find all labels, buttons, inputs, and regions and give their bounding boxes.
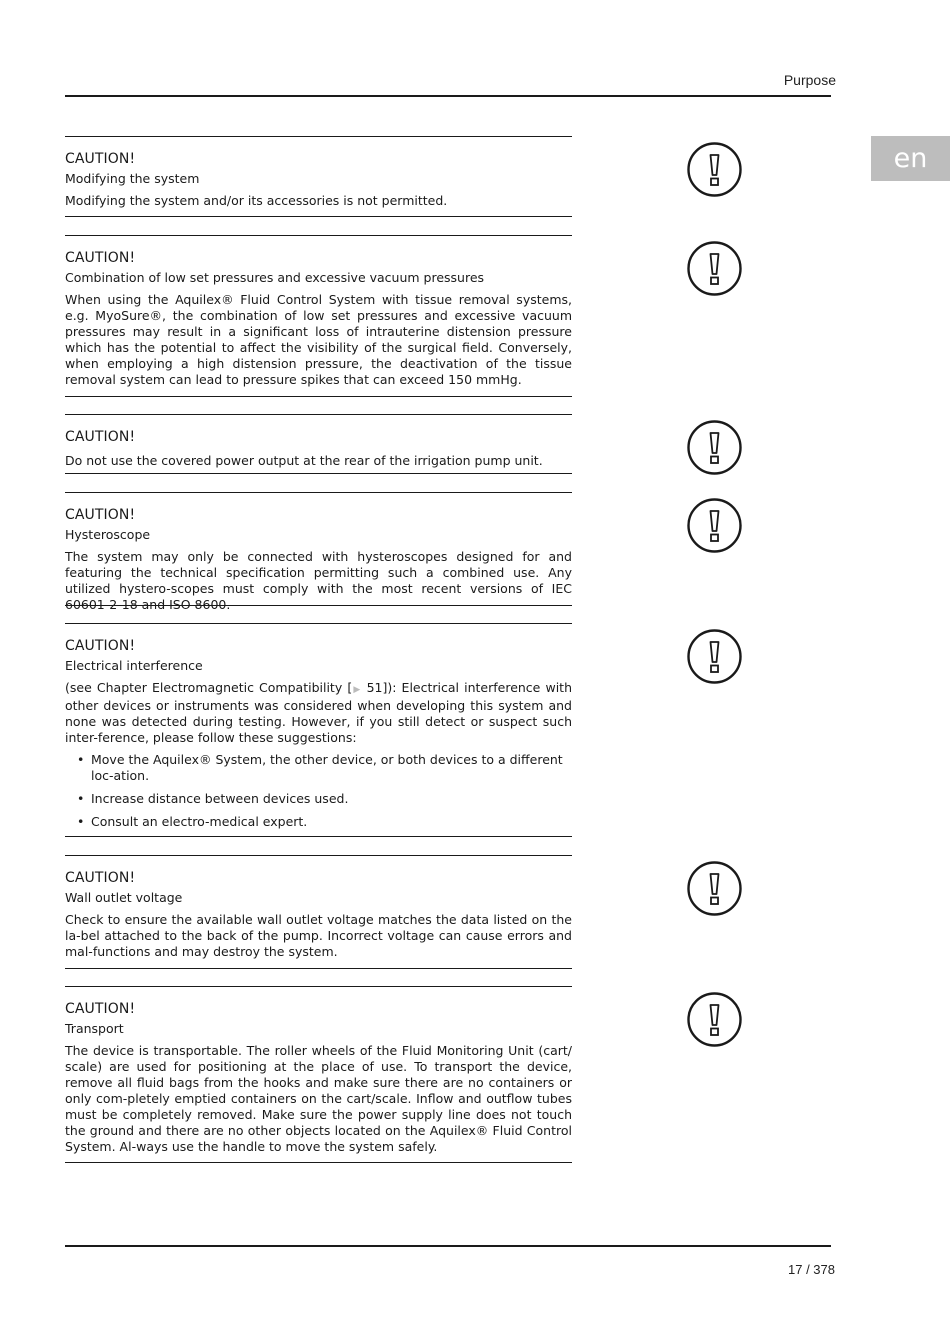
caution-heading: CAUTION! [65,429,136,445]
list-item [65,814,572,830]
reference-arrow-icon: ▶ [352,685,362,695]
exclamation-circle-icon [687,861,742,916]
caution-heading: CAUTION! [65,1001,136,1017]
caution-text-suffix: ]): Electrical interference with other devices or instruments was considered when developing this system and none was detected during testing. However, if you still detect or suspect such inter-ference, please follow these suggestions: [65,680,573,745]
exclamation-circle-icon [687,142,742,197]
list-item [65,791,572,807]
caution-text-prefix: (see Chapter Electromagnetic Compatibility [ [65,680,353,695]
caution-heading: CAUTION! [65,870,136,886]
bullet-icon: • [77,814,85,829]
caution-text: When using the Aquilex® Fluid Control System with tissue removal systems, e.g. MyoSure®, the combination of low set pressures and excessive vacuum pressures may result in a significant loss of intrauterine distension pressure which has the potential to affect the visibility of the surgical field. Conversely, when employing a high distension pressure, the deactivation of the tissue removal system can lead to pressure spikes that can exceed 150 mmHg. [65,292,572,387]
caution-box-modifying [65,136,572,217]
caution-text [65,680,572,746]
exclamation-circle-icon [687,420,742,475]
caution-subtitle: Electrical interference [65,658,203,673]
caution-text: The device is transportable. The roller wheels of the Fluid Monitoring Unit (cart/ scale) are used for positioning at the place of use. To transport the device, remove all fluid bags from the hooks and make sure there are no containers or only com-pletely emptied containers on the cart/scale. Inflow and outflow tubes must be completely removed. Make sure the power supply line does not touch the ground and there are no other objects located on the Aquilex® Fluid Control System. Al-ways use the handle to move the system safely. [65,1043,572,1154]
caution-text: Check to ensure the available wall outlet voltage matches the data listed on the la-bel attached to the back of the pump. Incorrect voltage can cause errors and mal-functions and may destroy the system. [65,912,572,959]
list-item-text: Increase distance between devices used. [91,791,349,806]
caution-subtitle: Wall outlet voltage [65,890,183,905]
footer-divider [65,1245,831,1247]
page-number: 17 / 378 [788,1262,835,1277]
list-item [65,752,572,784]
exclamation-circle-icon [687,992,742,1047]
caution-text: Modifying the system and/or its accessories is not permitted. [65,193,448,208]
caution-text: The system may only be connected with hysteroscopes designed for and featuring the technical specification permitting such a combined use. Any utilized hystero-scopes must comply with the most recent versions of IEC 60601-2-18 and ISO 8600. [65,549,572,612]
caution-box-transport [65,986,572,1163]
header-divider [65,95,831,97]
suggestion-list [65,752,572,830]
caution-heading: CAUTION! [65,507,136,523]
caution-subtitle: Modifying the system [65,171,200,186]
caution-text: Do not use the covered power output at the rear of the irrigation pump unit. [65,453,543,468]
caution-box-hysteroscope [65,492,572,612]
caution-subtitle: Combination of low set pressures and excessive vacuum pressures [65,270,485,285]
bullet-icon: • [77,752,85,767]
caution-heading: CAUTION! [65,638,136,654]
exclamation-circle-icon [687,498,742,553]
chapter-reference-link[interactable]: 51 [366,680,383,695]
caution-heading: CAUTION! [65,151,136,167]
list-item-text: Move the Aquilex® System, the other device, or both devices to a different loc-ation. [91,752,563,783]
caution-box-wall-outlet [65,855,572,969]
caution-box-power-output [65,414,572,474]
caution-subtitle: Transport [65,1021,124,1036]
language-tab[interactable]: en [871,136,950,181]
caution-subtitle: Hysteroscope [65,527,151,542]
exclamation-circle-icon [687,629,742,684]
caution-box-pressures [65,235,572,397]
section-title: Purpose [783,72,836,88]
exclamation-circle-icon [687,241,742,296]
list-item-text: Consult an electro-medical expert. [91,814,308,829]
bullet-icon: • [77,791,85,806]
caution-box-electrical [65,623,572,837]
caution-heading: CAUTION! [65,250,136,266]
